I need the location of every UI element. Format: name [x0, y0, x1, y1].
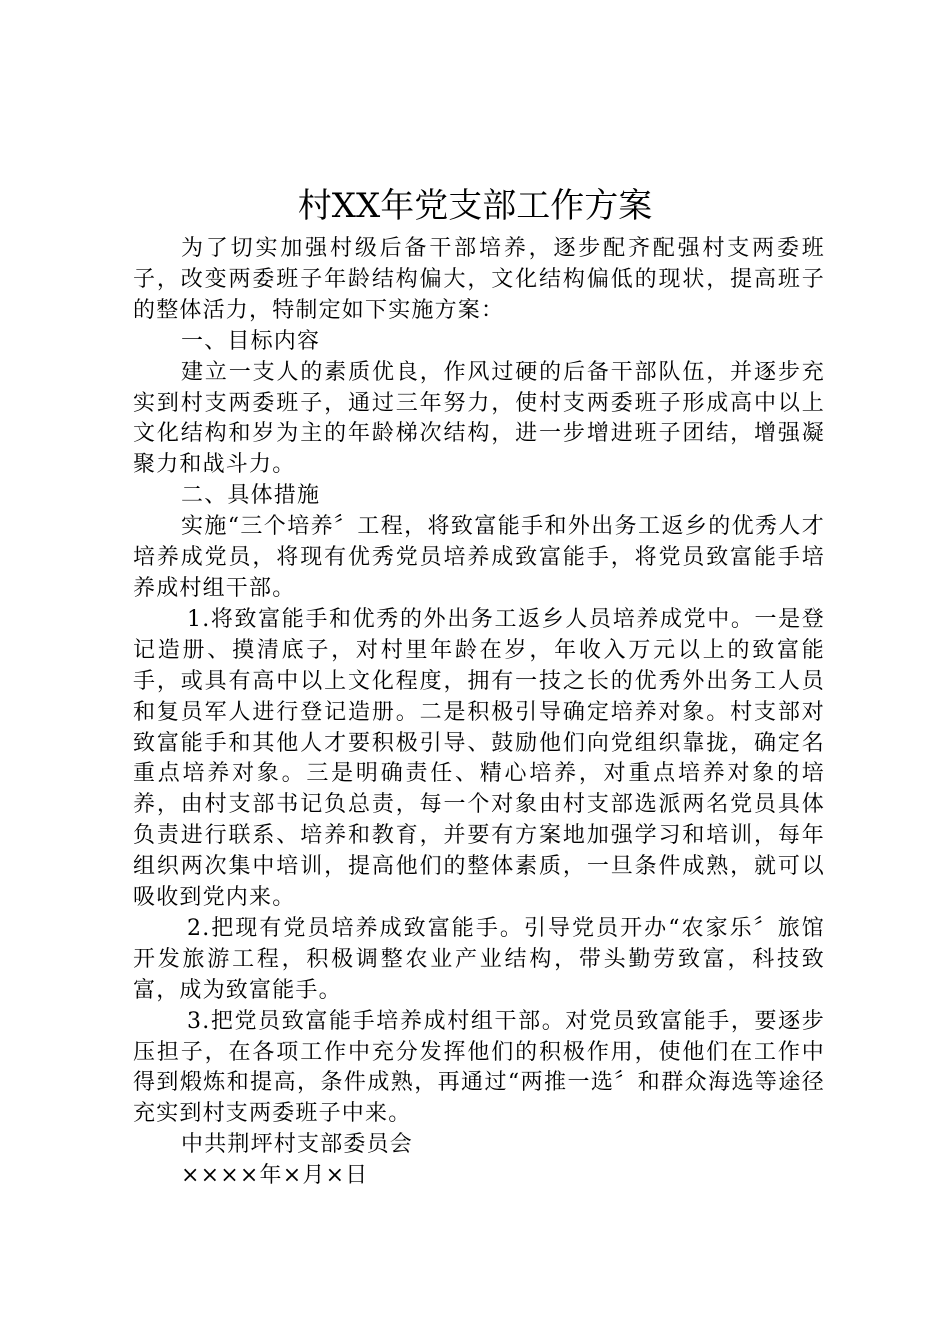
document-body	[133, 234, 825, 1192]
measure-item-1: 1.将致富能手和优秀的外出务工返乡人员培养成党中。一是登记造册、摸清底子，对村里年龄在岁，年收入万元以上的致富能手，或具有高中以上文化程度，拥有一技之长的优秀外出务工人员和复员军人进行登记造册。二是积极引导确定培养对象。村支部对致富能手和其他人才要积极引导、鼓励他们向党组织靠拢，确定名重点培养对象。三是明确责任、精心培养，对重点培养对象的培养，由村支部书记负总责，每一个对象由村支部选派两名党员具体负责进行联系、培养和教育，并要有方案地加强学习和培训，每年组织两次集中培训，提高他们的整体素质，一旦条件成熟，就可以吸收到党内来。	[133, 606, 825, 911]
goals-paragraph: 建立一支人的素质优良，作风过硬的后备干部队伍，并逐步充实到村支两委班子，通过三年努力，使村支两委班子形成高中以上文化结构和岁为主的年龄梯次结构，进一步增进班子团结，增强凝聚力和战斗力。	[133, 359, 825, 478]
section-heading-goals: 一、目标内容	[181, 328, 321, 354]
signature-organization: 中共荆坪村支部委员会	[181, 1132, 414, 1158]
intro-paragraph: 为了切实加强村级后备干部培养，逐步配齐配强村支两委班子，改变两委班子年龄结构偏大，文化结构偏低的现状，提高班子的整体活力，特制定如下实施方案：	[133, 236, 825, 323]
signature-date: ××××年×月×日	[181, 1163, 369, 1189]
document-title: 村XX年党支部工作方案	[297, 186, 653, 226]
measure-item-3: 3.把党员致富能手培养成村组干部。对党员致富能手，要逐步压担子，在各项工作中充分发挥他们的积极作用，使他们在工作中得到煅炼和提高，条件成熟，再通过“两推一选〞和群众海选等途径充实到村支两委班子中来。	[133, 1008, 825, 1127]
measure-item-2: 2.把现有党员培养成致富能手。引导党员开办“农家乐〞旅馆开发旅游工程，积极调整农业产业结构，带头勤劳致富，科技致富，成为致富能手。	[133, 915, 825, 1003]
measures-paragraph: 实施“三个培养〞工程，将致富能手和外出务工返乡的优秀人才培养成党员，将现有优秀党员培养成致富能手，将党员致富能手培养成村组干部。	[133, 514, 825, 601]
section-heading-measures: 二、具体措施	[181, 483, 321, 509]
